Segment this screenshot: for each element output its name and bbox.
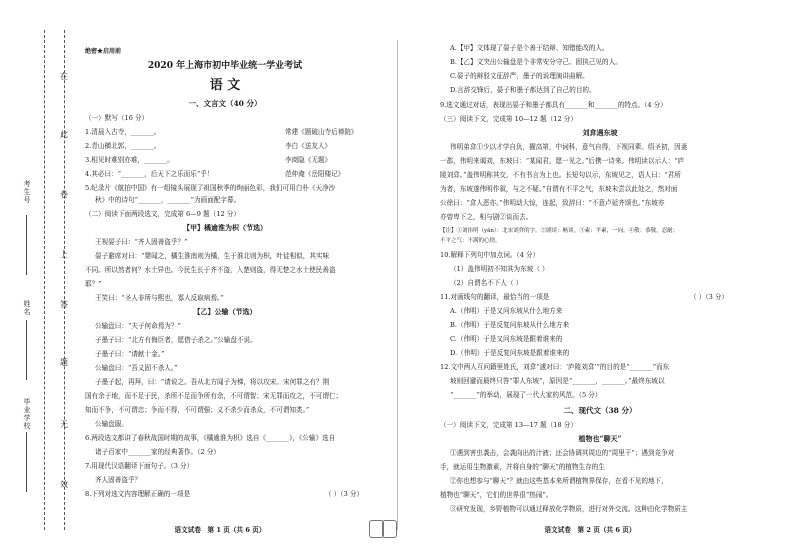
passage-line: 子墨子曰：“北方有侮臣者，愿借子杀之。”公输盘不说。 [95,336,257,344]
question-4-source: 范仲淹《岳阳楼记》 [285,170,345,178]
passage-title-plant: 植物也“聊天” [578,434,622,443]
question-11-option-c: C.（伟明）于是又问东坡是跟着谁来的 [450,335,563,343]
subject-title: 语 文 [209,78,241,93]
margin-char: 在 [60,72,68,81]
question-2-source: 李白《送友人》 [285,142,332,150]
field-line-school [26,432,27,492]
page-marker-right [382,520,397,538]
question-11-score: （ ）（3 分） [690,293,729,301]
passage-line: ③研究发现，乡野植物可以通过释放化学物质，进行对外交流。这种由化学物质主 [450,505,688,513]
page-footer-left: 语文试卷 第 1 页（共 6 页） [174,526,266,534]
field-line-name [26,320,27,380]
option-c: C.晏子的辩驳文征辞严，墨子的说理演讲曲解。 [450,72,589,80]
passage-line: 公徐曰：“弇人恶亦。”伟明动大惊，连起，致辞曰：“不意卢延齐颂也。”东坡亦 [440,199,665,207]
question-10: 10.解释下列句中加点词。（4 分） [440,251,540,259]
question-3-source: 李商隐《无题》 [285,156,332,164]
binding-dashed-line [44,30,45,530]
passage-line: 亦曾卑下之，相与剧②谈而去。 [440,213,533,221]
exam-title: 2020 年上海市初中毕业统一学业考试 [147,61,303,71]
question-7: 7.用现代汉语翻译下面句子。（3 分） [85,462,194,470]
option-d: D.言辞交锋后，晏子和墨子都达到了自己的目的。 [450,86,596,94]
passage-title-jia: 【甲】橘逾淮为枳（节选） [183,223,267,232]
margin-char: 卷 [60,190,68,199]
passage-line: 为者，东坡遂伟明作叙，与之不疑。”自谓有不平之气，东坡未尝以此处之，然对面 [440,185,678,193]
question-5-cont: 秋》中的诗句“_______，_______”为画面配字幕。 [95,196,241,204]
passage-line: 不同。所以然者何？水土异也。今民生长于齐不盗，入楚则盗，得无楚之水土使民善盗 [85,266,336,274]
question-11-option-a: A.（伟明）于是又问东坡从什么地方来 [450,307,563,315]
passage-title-yi: 【乙】公输（节选） [193,307,257,316]
page-divider [397,40,398,530]
page-footer-right: 语文试卷 第 2 页（共 6 页） [544,526,636,534]
question-12-cont-2: “_______”的举动，展现了一代大家的风范。（5 分） [450,391,602,399]
question-1-source: 常建《题破山寺后禅院》 [285,128,358,136]
question-10-item-1: （1）盖伟明初不知其为东坡（ ） [450,265,549,273]
question-7-sentence: 齐人固善盗乎？ [95,476,142,484]
question-9: 9.选文通过对话，表现出晏子和墨子都具有_______和_______的特点。（4 分） [440,101,667,109]
passage-line: 知而不争，不可谓忠；争而不得，不可谓强；义不杀少而杀众，不可谓知类。” [85,406,310,414]
passage-line: 王笑曰：“圣人非所与熙也，寡人反取病焉。” [95,294,224,302]
question-12-cont: 坡则回避而最终只答“罪人东坡”，原因是“_______，_______。”最终东坡以 [450,377,665,385]
field-label-school: 毕业学校 [23,398,31,430]
field-label-name: 姓名 [23,300,31,316]
question-11: 11.对画线句的翻译，最恰当的一项是 [440,293,550,301]
passage-line: 植物也“聊天”，它们的世界很“热闹”。 [440,491,553,499]
passage-line: 公输盘服。 [95,420,128,428]
section-heading: 二、现代文（38 分） [563,406,637,415]
passage-line: ①遇到害虫袭击，会袭向出的汁液；还会协调其周边的“周里干”；遇到竞争对 [450,449,675,457]
part-heading: （一）阅读下文，完成第 13—17 题（18 分） [440,421,577,429]
footnote: 【注】①刘伟明（yǎn）：北宋刘弇的字。②剧谈：畅谈。③素：平素，一向。④敬：恭敬，忍耐； [440,228,679,234]
question-11-option-d: D.（伟明）于是反复问东坡是跟着谁来的 [450,349,570,357]
passage-line: 公输盘曰：“吾义固不杀人。” [95,364,178,372]
passage-line: 晏子避席对曰：“婴闻之，橘生淮南则为橘，生于淮北则为枳，叶徒相似，其实味 [95,252,330,260]
passage-line: 子墨子起，再拜，曰：“请说之。吾从北方闻子为梯，将以攻宋。宋何罪之有？荆 [95,378,330,386]
margin-char: 题 [60,358,68,367]
option-b: B.【乙】文突出公输盘是个非常安分守己、固执己见的人。 [450,58,622,66]
passage-title-story: 刘弇遇东坡 [582,128,618,137]
part-heading: （一）默写（16 分） [85,114,149,122]
question-3: 3.相见时难别亦难，_______。 [85,156,174,164]
section-heading: 一、文言文（40 分） [188,99,262,108]
option-a: A.【甲】文体现了晏子是个善于结辩、知错能改的人。 [450,44,609,52]
passage-line: 国有余于地，而不足于民，杀所不足而争所有余，不可谓智；宋无罪而攻之，不可谓仁； [85,392,343,400]
passage-line: 王视晏子曰：“齐人固善盗乎？” [95,238,188,246]
passage-line: 手，就运用生物激素，并将自身的“聊天”的植物生存的生 [440,463,605,471]
margin-char: 上 [60,250,68,259]
passage-line: 伟明弟弇①少以才学自负，擢高第，中词科，意气自得，下视同辈。绍圣初，因妻 [450,143,688,151]
field-label-exam-number: 考生号 [23,180,31,204]
question-8-score: （ ）（3 分） [325,490,364,498]
margin-char: 效 [60,480,68,489]
field-line-exam-number [26,215,27,275]
part-heading: （二）阅读下面两段选文，完成第 6—9 题（12 分） [85,210,240,218]
part-heading: （三）阅读下文，完成第 10—12 题（12 分） [440,115,577,123]
question-2: 2.青山横北郭，_______。 [85,142,161,150]
question-12: 12.文中两人互问籍里姓氏，刘弇“遽对曰：‘庐陵刘弇’”的目的是“_______”而东 [440,363,670,371]
secret-label: 绝密★启用前 [85,48,122,55]
passage-line: 一郡，伟明来谒刘，东坡曰：“某闻君，愿一见之。”后携一诗来。伟明读以示人：“庐 [440,157,685,165]
margin-char: 无 [60,420,68,429]
passage-line: 公输盘曰：“夫子何命焉为？” [95,322,181,330]
passage-line: ②你也想参与“聊天”？就由这些基本来所谓植物界保存，在看不见的地下， [450,477,668,485]
passage-line: 子墨子曰：“请献十金。” [95,350,165,358]
binding-dashed-line-2 [64,30,65,530]
passage-line: 耶？” [85,280,102,288]
question-5: 5.纪录片《航拍中国》有一组镜头展现了祖国秋季的绚丽色彩，我们可用白朴《天净沙 [85,184,336,192]
question-1: 1.清晨入古寺，_______。 [85,128,161,136]
question-8: 8.下列对选文内容理解正确的一项是 [85,490,191,498]
passage-line: 陵刘弇。”盖伟明称其交，不有书言为上也。长短句以示，东坡见之，语人曰：“君所 [440,171,681,179]
question-4: 4.其必曰：“_______，后天下之乐而乐”乎！ [85,170,214,178]
margin-char: 此 [60,130,68,139]
question-6: 6.两段选文都讲了春秋战国时期的故事，《橘逾淮为枳》选自《_______》，《公输》选自 [85,434,336,442]
question-10-item-2: （2）自谓名不下人（ ） [450,279,523,287]
question-11-option-b: B.（伟明）于是反复问东坡从什么地方来 [450,321,570,329]
margin-char: 答 [60,300,68,309]
question-6-cont: 诸子百家中_______家的经典著作。（2 分） [95,448,220,456]
footnote-cont: 不平之气：不满的心情。 [440,238,501,244]
